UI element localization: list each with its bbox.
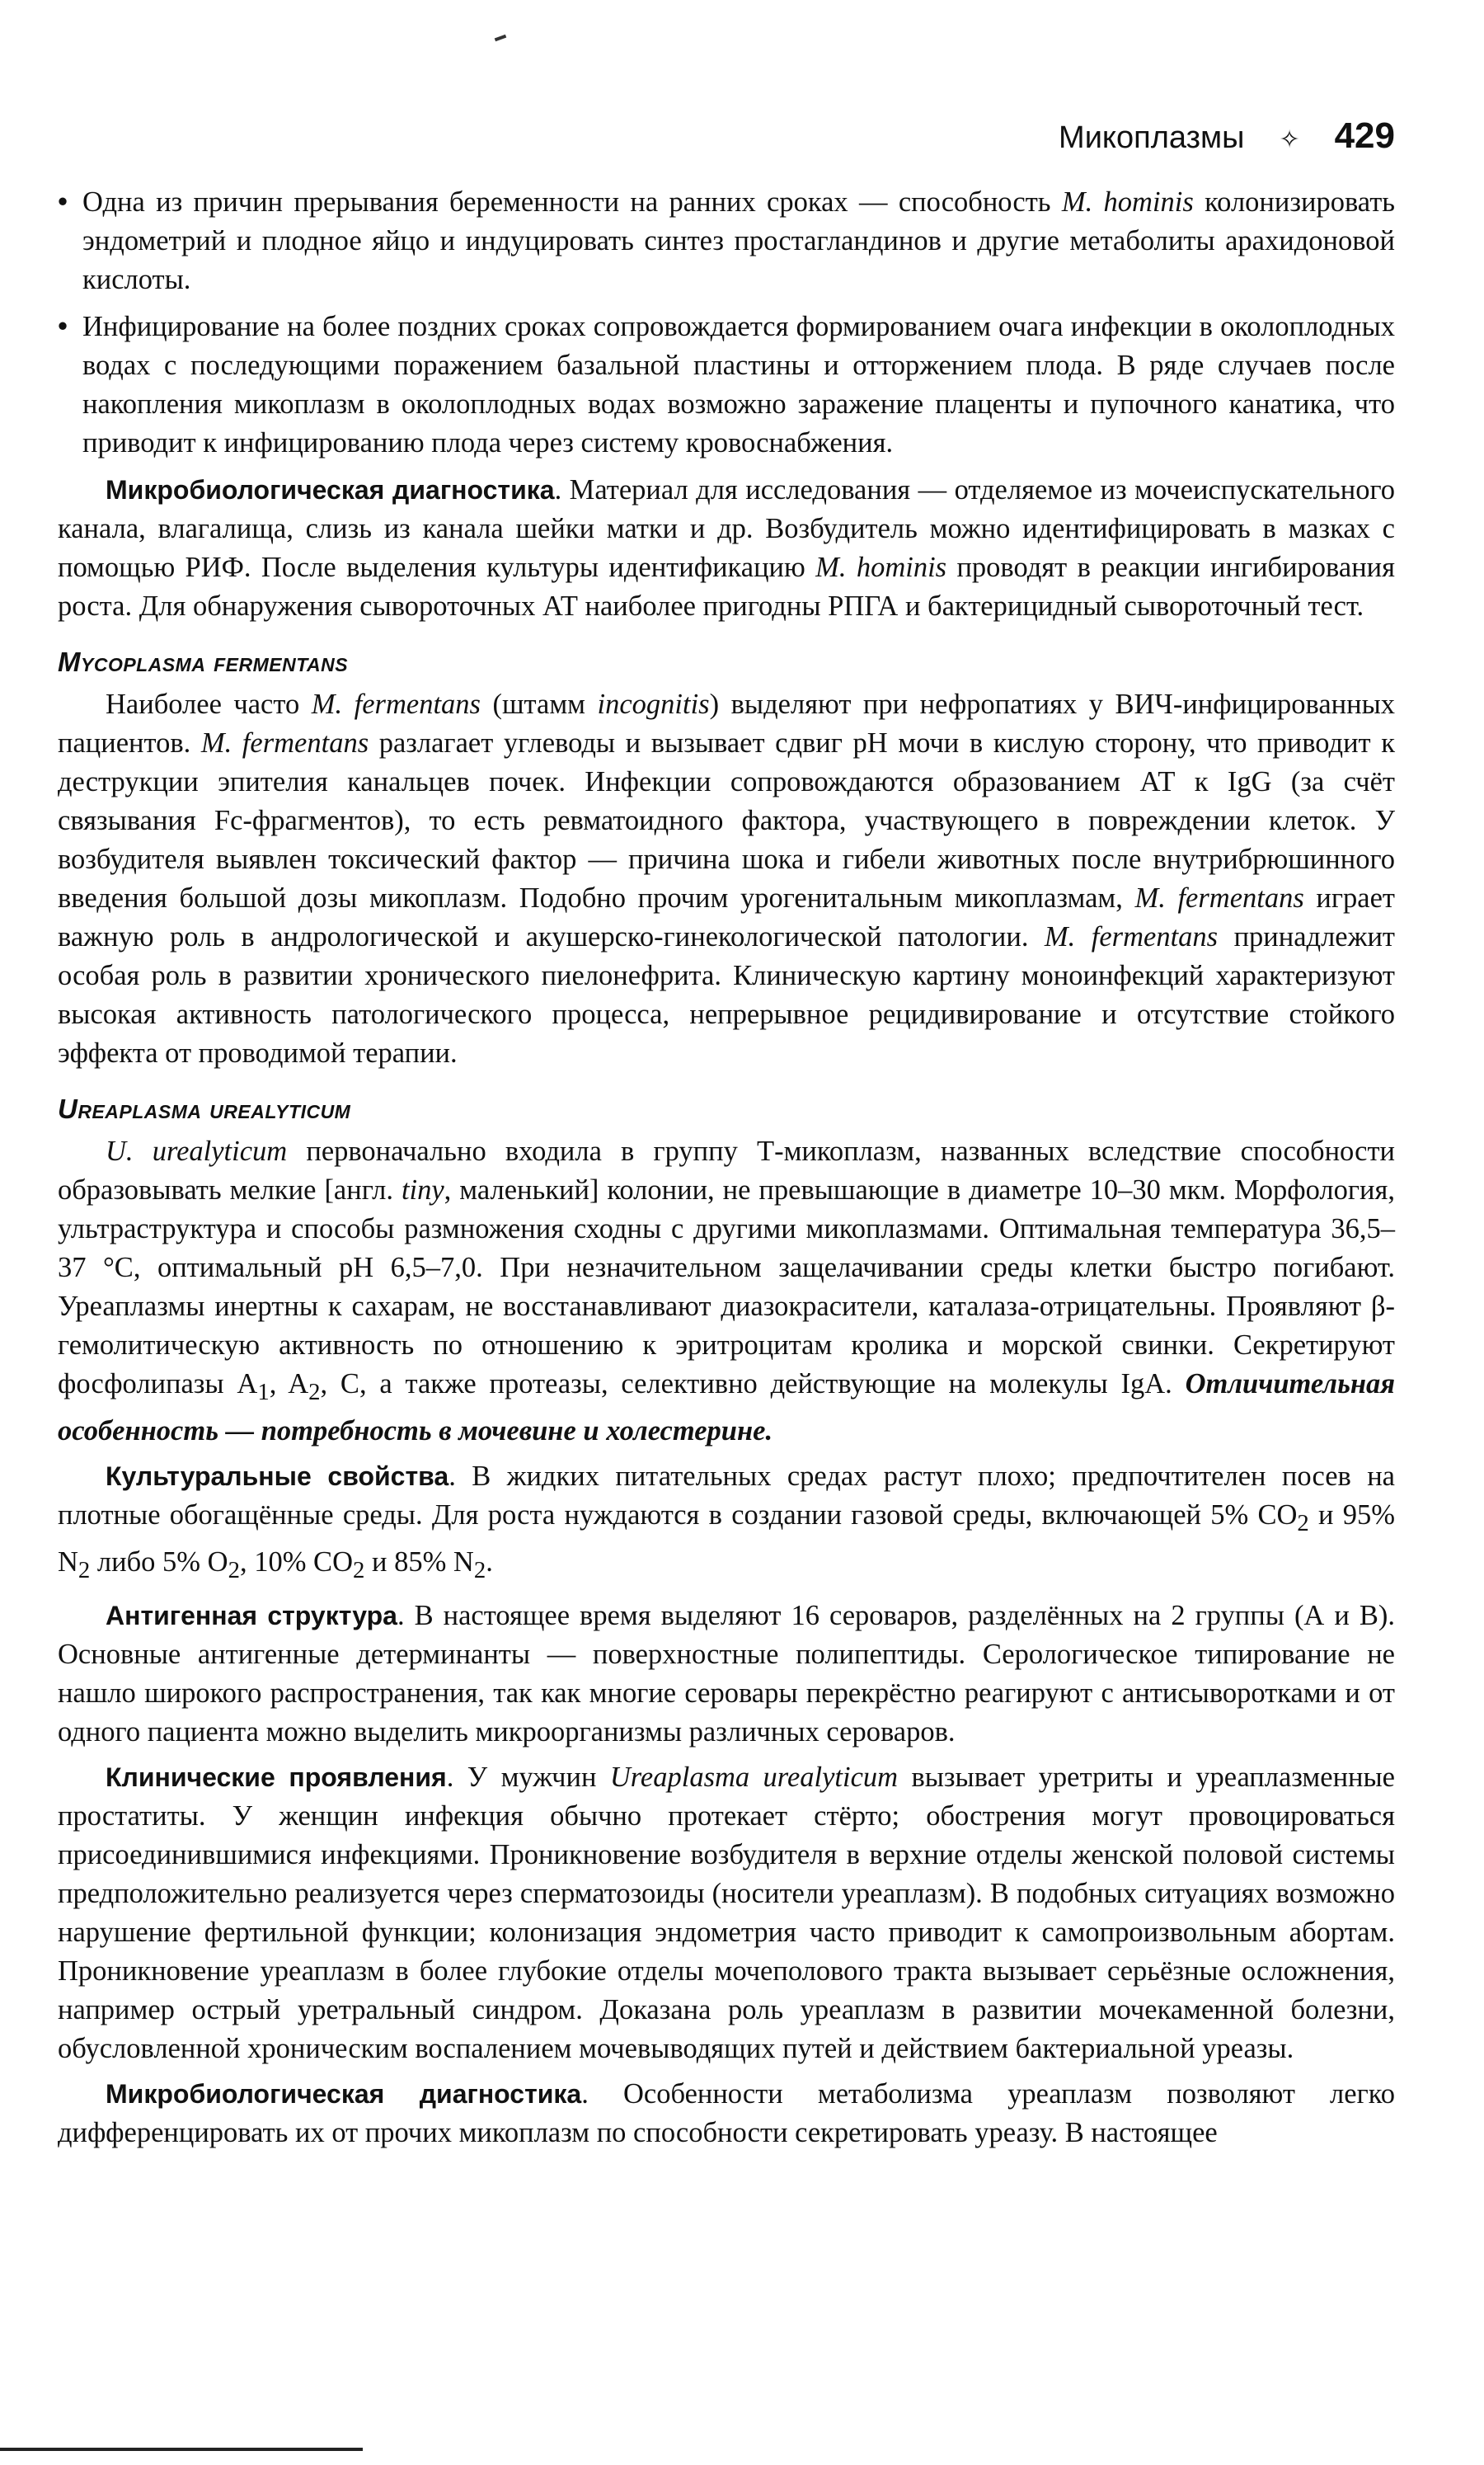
heading-ureaplasma-urealyticum: Ureaplasma urealyticum <box>58 1094 351 1124</box>
page-number: 429 <box>1334 115 1395 156</box>
scan-mark <box>495 35 507 42</box>
main-text <box>58 183 1395 2159</box>
paragraph-cultural-properties: Культуральные свойства. В жидких питательных средах растут плохо; предпочтителен посев на плотные обогащённые среды. Для роста нуждаются в создании газовой среды, включающей 5% $CO_2$ и 95% $N_2$ либо 5% $O_2$, 10% $CO_2$ и 85% $N_2$. <box>58 1460 1395 1583</box>
section-title: Микоплазмы <box>1059 120 1245 155</box>
paragraph-urealyticum: U. urealyticum первоначально входила в группу Т-микоплазм, названных вследствие способности образовывать мелкие [англ. tiny, маленький] колонии, не превышающие в диаметре 10–30 мкм. Морфология, ультраструктура и способы размножения сходны с другими микоплазмами. Оптимальная температура 36,5–37 °С, оптимальный pH 6,5–7,0. При незначительном защелачивании среды клетки быстро погибают. Уреаплазмы инертны к сахарам, не восстанавливают диазокрасители, каталаза-отрицательны. Проявляют β-гемолитическую активность по отношению к эритроцитам кролика и морской свинки. Секретируют фосфолипазы $A_1$, $A_2$, С, а также протеазы, селективно действующие на молекулы IgA. Отличительная особенность — потребность в мочевине и холестерине. <box>58 1136 1396 1447</box>
scan-edge-rule <box>0 2448 363 2451</box>
diamond-ornament-icon: ✧ <box>1279 125 1300 154</box>
bullet-icon: • <box>58 311 68 342</box>
paragraph-antigenic-structure: Антигенная структура. В настоящее время выделяют 16 сероваров, разделённых на 2 группы (А и В). Основные антигенные детерминанты — поверхностные полипептиды. Серологическое типирование не нашло широкого распространения, так как многие серовары перекрёстно реагируют с антисыворотками и от одного пациента можно выделить микроорганизмы различных сероваров. <box>58 1599 1396 1748</box>
heading-mycoplasma-fermentans: Mycoplasma fermentans <box>58 647 349 677</box>
paragraph-diagnostics-ureaplasma: Микробиологическая диагностика. Особенности метаболизма уреаплазм позволяют легко дифференцировать их от прочих микоплазм по способности секретировать уреазу. В настоящее <box>58 2077 1395 2148</box>
running-header <box>1059 115 1395 157</box>
paragraph-diagnostics-hominis: Микробиологическая диагностика. Материал для исследования — отделяемое из мочеиспускательного канала, влагалища, слизь из канала шейки матки и др. Возбудитель можно идентифицировать в мазках с помощью РИФ. После выделения культуры идентификацию M. hominis проводят в реакции ингибирования роста. Для обнаружения сывороточных АТ наиболее пригодны РПГА и бактерицидный сывороточный тест. <box>58 474 1395 622</box>
bullet-item: • Одна из причин прерывания беременности на ранних сроках — способность M. hominis колонизировать эндометрий и плодное яйцо и индуцировать синтез простагландинов и другие метаболиты арахидоновой кислоты. <box>58 183 1395 299</box>
bullet-icon: • <box>58 186 68 218</box>
paragraph-fermentans: Наиболее часто M. fermentans (штамм incognitis) выделяют при нефропатиях у ВИЧ-инфицированных пациентов. M. fermentans разлагает углеводы и вызывает сдвиг pH мочи в кислую сторону, что приводит к деструкции эпителия канальцев почек. Инфекции сопровождаются образованием АТ к IgG (за счёт связывания Fc-фрагментов), то есть ревматоидного фактора, участвующего в повреждении клеток. У возбудителя выявлен токсический фактор — причина шока и гибели животных после внутрибрюшинного введения большой дозы микоплазм. Подобно прочим урогенитальным микоплазмам, M. fermentans играет важную роль в андрологической и акушерско-гинекологической патологии. M. fermentans принадлежит особая роль в развитии хронического пиелонефрита. Клиническую картину моноинфекций характеризуют высокая активность патологического процесса, непрерывное рецидивирование и отсутствие стойкого эффекта от проводимой терапии. <box>58 689 1395 1069</box>
paragraph-clinical-manifestations: Клинические проявления. У мужчин Ureaplasma urealyticum вызывает уретриты и уреаплазменные простатиты. У женщин инфекция обычно протекает стёрто; обострения могут провоцироваться присоединившимися инфекциями. Проникновение возбудителя в верхние отделы женской половой системы предположительно реализуется через сперматозоиды (носители уреаплазм). В подобных ситуациях возможно нарушение фертильной функции; колонизация эндометрия часто приводит к самопроизвольным абортам. Проникновение уреаплазм в более глубокие отделы мочеполового тракта вызывает серьёзные осложнения, например острый уретральный синдром. Доказана роль уреаплазм в развитии мочекаменной болезни, обусловленной хроническим воспалением мочевыводящих путей и действием бактериальной уреазы. <box>58 1761 1395 2064</box>
bullet-item: • Инфицирование на более поздних сроках сопровождается формированием очага инфекции в околоплодных водах с последующими поражением базальной пластины и отторжением плода. В ряде случаев после накопления микоплазм в околоплодных водах возможно заражение плаценты и пупочного канатика, что приводит к инфицированию плода через систему кровоснабжения. <box>58 308 1395 463</box>
